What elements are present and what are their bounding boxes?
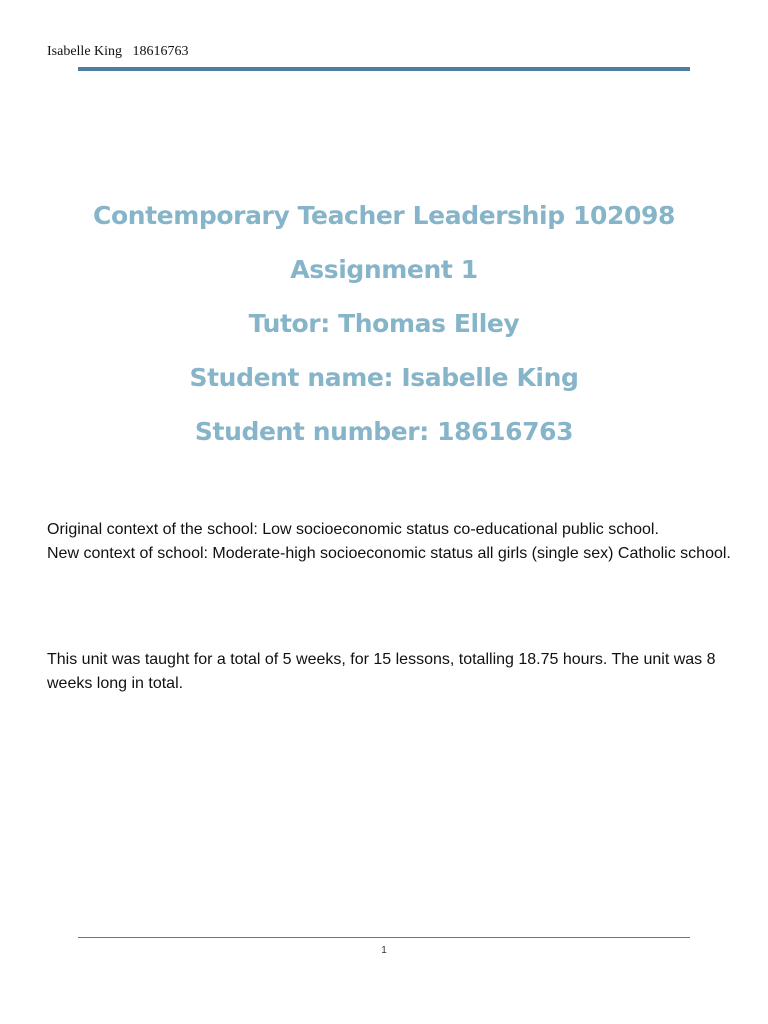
context-paragraph: [47, 518, 737, 566]
title-block: [0, 192, 768, 462]
course-title: Contemporary Teacher Leadership 102098: [93, 201, 675, 230]
footer-rule: [78, 937, 690, 938]
page-number: 1: [381, 945, 387, 956]
header-rule: [78, 67, 690, 71]
original-context-text: Original context of the school: Low socioeconomic status co-educational public school.: [47, 521, 659, 538]
student-number-line: Student number: 18616763: [194, 417, 574, 446]
student-name-line: Student name: Isabelle King: [189, 363, 579, 392]
assignment-title: Assignment 1: [290, 255, 478, 284]
tutor-line: Tutor: Thomas Elley: [248, 309, 520, 338]
running-header: Isabelle King 18616763: [47, 44, 189, 59]
new-context-text: New context of school: Moderate-high socioeconomic status all girls (single sex) Catholic school.: [47, 545, 731, 562]
unit-summary-text: This unit was taught for a total of 5 weeks, for 15 lessons, totalling 18.75 hours. The unit was 8 weeks long in total.: [47, 651, 716, 692]
unit-paragraph: [47, 648, 737, 696]
